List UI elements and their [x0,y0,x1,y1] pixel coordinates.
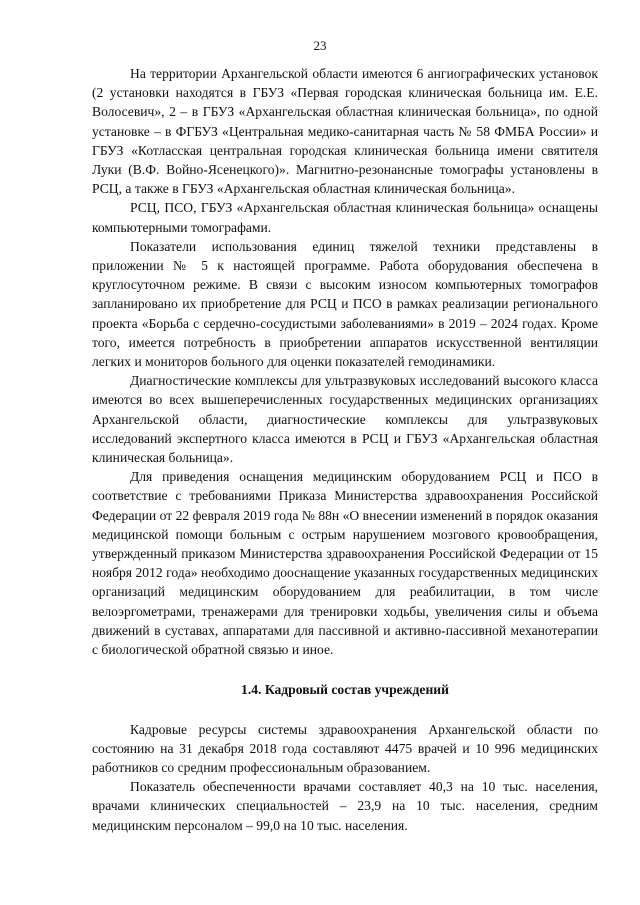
paragraph-ct-equipment: РСЦ, ПСО, ГБУЗ «Архангельская областная клиническая больница» оснащены компьютерными томографами. [92,200,598,235]
paragraph-equipment-requirements: Для приведения оснащения медицинским оборудованием РСЦ и ПСО в соответствие с требованиями Приказа Министерства здравоохранения Российской Федерации от 22 февраля 2019 года № 88н «О внесении изменений в порядок оказания медицинской помощи больным с острым нарушением мозгового кровообращения, утвержденный приказом Министерства здравоохранения Российской Федерации от 15 ноября 2012 года» необходимо дооснащение указанных государственных медицинских организаций медицинским оборудованием для реабилитации, в том числе велоэргометрами, тренажерами для тренировки ходьбы, увеличения силы и объема движений в суставах, аппаратами для пассивной и активно-пассивной механотерапии с биологической обратной связью и иное. [92,469,598,658]
document-body [92,64,598,835]
paragraph-heavy-equipment: Показатели использования единиц тяжелой техники представлены в приложении № 5 к настоящей программе. Работа оборудования обеспечена в круглосуточном режиме. В связи с высоким износом компьютерных томографов запланировано их приобретение для РСЦ и ПСО в рамках реализации регионального проекта «Борьба с сердечно-сосудистыми заболеваниями» в 2019 – 2024 годах. Кроме того, имеется потребность в приобретении аппаратов искусственной вентиляции легких и мониторов больного для оценки показателей гемодинамики. [92,238,598,370]
paragraph-angiography: На территории Архангельской области имеются 6 ангиографических установок (2 установки находятся в ГБУЗ «Первая городская клиническая больница им. Е.Е. Волосевич», 2 – в ГБУЗ «Архангельская областная клиническая больница», по одной установке – в ФГБУЗ «Центральная медико-санитарная часть № 58 ФМБА России» и ГБУЗ «Котласская центральная городская клиническая больница имени святителя Луки (В.Ф. Войно-Ясенецкого)». Магнитно-резонансные томографы установлены в РСЦ, а также в ГБУЗ «Архангельская областная клиническая больница». [92,66,598,197]
page-number: 23 [313,38,327,53]
paragraph-ultrasound: Диагностические комплексы для ультразвуковых исследований высокого класса имеются во всех вышеперечисленных государственных медицинских организациях Архангельской области, диагностические комплексы для ультразвуковых исследований экспертного класса имеются в РСЦ и ГБУЗ «Архангельская областная клиническая больница». [92,373,598,466]
section-heading: 1.4. Кадровый состав учреждений [241,682,449,698]
paragraph-staff-ratios: Показатель обеспеченности врачами составляет 40,3 на 10 тыс. населения, врачами клинических специальностей – 23,9 на 10 тыс. населения, средним медицинским персоналом – 99,0 на 10 тыс. населения. [92,779,598,833]
paragraph-staff-resources: Кадровые ресурсы системы здравоохранения Архангельской области по состоянию на 31 декабря 2018 года составляют 4475 врачей и 10 996 медицинских работников со средним профессиональным образованием. [92,721,598,775]
